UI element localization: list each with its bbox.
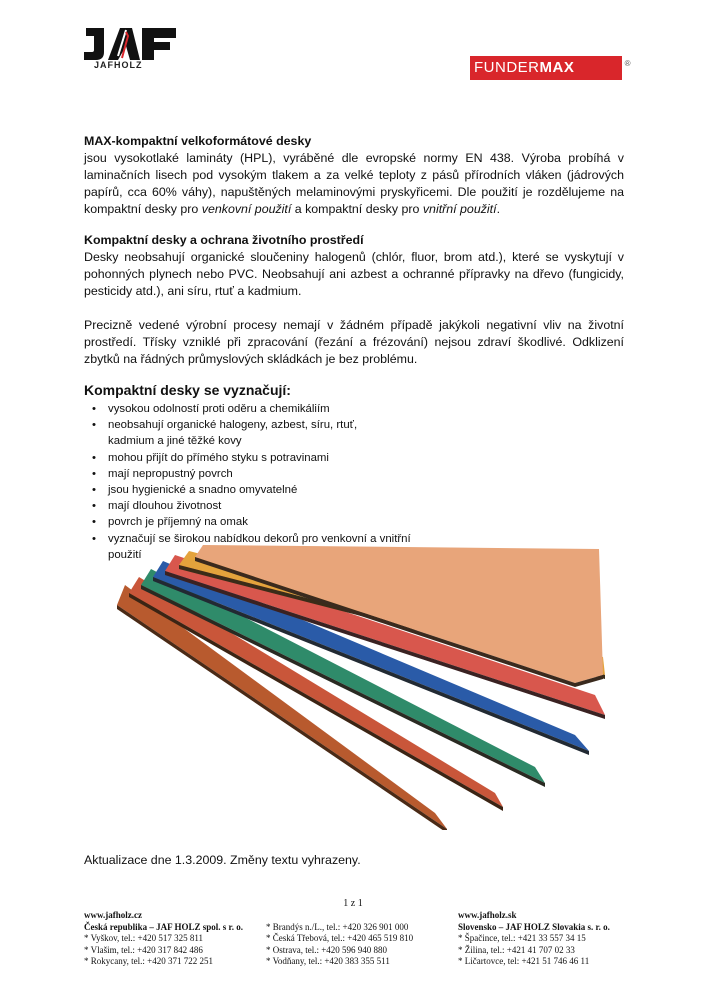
intro-text-mid: a kompaktní desky pro <box>291 202 423 216</box>
footer-column-cz-branches <box>266 910 456 968</box>
features-list <box>84 401 624 563</box>
footer-branch: * Ličartovce, tel: +421 51 746 46 11 <box>458 956 590 966</box>
intro-paragraph <box>84 150 624 218</box>
footer-branch: * Brandýs n./L., tel.: +420 326 901 000 <box>266 921 409 932</box>
intro-heading: MAX-kompaktní velkoformátové desky <box>84 134 312 148</box>
jafholz-logo <box>82 26 182 78</box>
footer-branch: * Ostrava, tel.: +420 596 940 880 <box>266 944 388 955</box>
list-item: • neobsahují organické halogeny, azbest, síru, rtuť, kadmium a jiné těžké kovy <box>84 417 384 449</box>
fundermax-logo <box>470 56 631 80</box>
footer-branch: * Česká Třebová, tel.: +420 465 519 810 <box>266 933 414 943</box>
list-item: • vysokou odolností proti oděru a chemikáliím <box>84 401 464 417</box>
intro-text-end: . <box>496 202 501 216</box>
list-item: • mají dlouhou životnost <box>84 498 464 514</box>
document-body <box>84 133 624 563</box>
update-note: Aktualizace dne 1.3.2009. Změny textu vyhrazeny. <box>84 853 361 867</box>
footer-column-cz <box>84 910 264 968</box>
spacer <box>84 368 624 382</box>
footer-branch: * Špačince, tel.: +421 33 557 34 15 <box>458 933 586 943</box>
footer-branch: * Vodňany, tel.: +420 383 355 511 <box>266 956 390 966</box>
page-number: 1 z 1 <box>343 898 363 909</box>
features-heading: Kompaktní desky se vyznačují: <box>84 382 291 398</box>
footer-column-sk <box>458 910 648 968</box>
registered-mark: ® <box>624 59 631 68</box>
intro-emphasis-outdoor: venkovní použití <box>201 202 292 216</box>
list-item: • povrch je příjemný na omak <box>84 514 464 530</box>
list-item: • jsou hygienické a snadno omyvatelné <box>84 482 464 498</box>
list-item: • vyznačují se širokou nabídkou dekorů pro venkovní a vnitřní použití <box>84 531 444 563</box>
fundermax-logo-part2: MAX <box>539 59 575 76</box>
list-item: • mají nepropustný povrch <box>84 466 464 482</box>
spacer <box>84 300 624 317</box>
list-item: • mohou přijít do přímého styku s potravinami <box>84 450 464 466</box>
environment-paragraph-2: Precizně vedené výrobní procesy nemají v žádném případě jakýkoli negativní vliv na životní prostředí. Třísky vzniklé při zpracování (řezání a frézování) nejsou zdraví škodlivé. Odklizení zbytků na řádných průmyslových skládkách je bez problému. <box>84 318 624 366</box>
jafholz-logo-caption: JAFHOLZ <box>94 60 143 70</box>
footer-company-sk: Slovensko – JAF HOLZ Slovakia s. r. o. <box>458 921 610 932</box>
environment-heading: Kompaktní desky a ochrana životního prostředí <box>84 233 364 247</box>
compact-boards-photo <box>105 545 605 830</box>
footer-branch: * Žilina, tel.: +421 41 707 02 33 <box>458 944 575 955</box>
intro-text: jsou vysokotlaké lamináty (HPL), vyráběné dle evropské normy EN 438. Výroba probíhá v laminačních lisech pod vysokým tlakem a za velké teploty z pásů přírodních vláken (jádrových papírů, cca 60% váhy), napuštěných melaminovými pryskyřicemi. Dle použití je rozdělujeme na kompaktní desky pro <box>84 151 624 216</box>
footer-branch: * Rokycany, tel.: +420 371 722 251 <box>84 956 213 966</box>
footer-link-sk[interactable]: www.jafholz.sk <box>458 910 517 920</box>
footer-link-cz[interactable]: www.jafholz.cz <box>84 910 142 920</box>
footer-company-cz: Česká republika – JAF HOLZ spol. s r. o. <box>84 921 243 932</box>
environment-paragraph-1: Desky neobsahují organické sloučeniny halogenů (chlór, fluor, brom atd.), které se vyskytují v pohonných plynech nebo PVC. Neobsahují ani azbest a ochranné přípravky na dřevo (fungicidy, pesticidy atd.), ani síru, rtuť a kadmium. <box>84 250 624 298</box>
spacer <box>84 218 624 232</box>
footer-branch: * Vyškov, tel.: +420 517 325 811 <box>84 933 203 943</box>
intro-emphasis-indoor: vnitřní použití <box>422 202 497 216</box>
footer-branch: * Vlašim, tel.: +420 317 842 486 <box>84 944 203 955</box>
fundermax-logo-part1: FUNDER <box>474 59 540 76</box>
